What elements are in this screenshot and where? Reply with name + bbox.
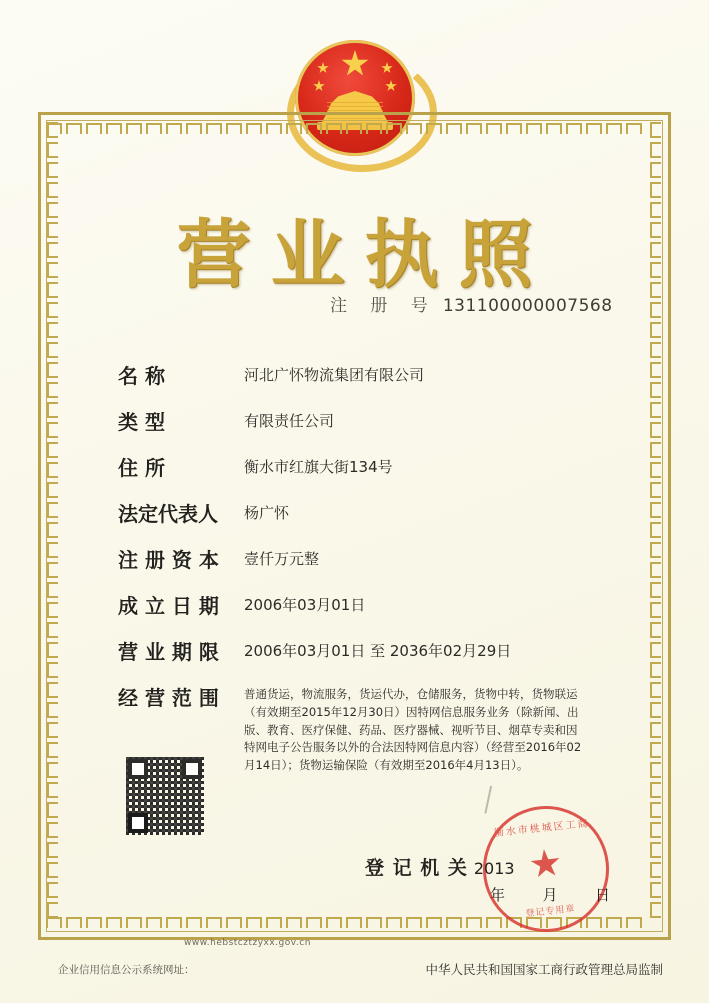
- footer-left-note: 企业信用信息公示系统网址：: [58, 964, 195, 976]
- field-row: [118, 636, 588, 665]
- issuing-authority-row: [365, 853, 515, 880]
- footer-url: www.hebstcztzyxx.gov.cn: [184, 938, 311, 948]
- field-label: 营 业 期 限: [118, 640, 219, 664]
- field-row: [118, 498, 588, 527]
- issuing-authority-label: 登 记 机 关: [365, 857, 468, 879]
- field-row: [118, 406, 588, 435]
- field-value: 衡水市红旗大街134号: [244, 458, 393, 476]
- field-value: 2006年03月01日 至 2036年02月29日: [244, 642, 512, 660]
- issuing-year: 2013: [473, 859, 515, 878]
- field-value: 2006年03月01日: [244, 596, 366, 614]
- qr-code-marker: [128, 813, 148, 833]
- page-title: 营业执照: [176, 212, 553, 298]
- registration-number-value: 131100000007568: [442, 296, 613, 316]
- field-row: [118, 360, 588, 389]
- field-label: 名 称: [118, 364, 165, 388]
- seal-star-icon: [529, 848, 562, 881]
- field-value: 普通货运，物流服务，货运代办，仓储服务，货物中转，货物联运（有效期至2015年12月30日）因特网信息服务业务（除新闻、出版、教育、医疗保健、药品、医疗器械、视听节目、烟草专卖和因特网电子公告服务以外的合法因特网信息内容）（经营至2016年02月14日）；货物运输保险（有效期至2016年4月13日）。: [244, 687, 582, 773]
- field-label: 经 营 范 围: [118, 686, 219, 710]
- seal-top-text: 衡水市桃城区工商: [493, 818, 591, 840]
- border-ornament-top: [46, 122, 663, 136]
- field-value: 河北广怀物流集团有限公司: [244, 366, 425, 384]
- field-label: 成 立 日 期: [118, 594, 219, 618]
- field-value: 有限责任公司: [244, 412, 335, 430]
- registration-number-row: [330, 291, 630, 316]
- field-label: 类 型: [118, 410, 165, 434]
- field-row: [118, 590, 588, 619]
- license-fields: [118, 360, 588, 789]
- date-unit: 年: [490, 886, 506, 904]
- registration-number-label: 注 册 号: [330, 296, 437, 316]
- date-unit: 日: [594, 886, 610, 904]
- field-row: [118, 452, 588, 481]
- footer-right-note: 中华人民共和国国家工商行政管理总局监制: [425, 962, 663, 977]
- field-label: 住 所: [118, 456, 165, 480]
- field-row: [118, 544, 588, 573]
- issue-date-units: [490, 884, 610, 905]
- field-label: 注 册 资 本: [118, 548, 219, 572]
- field-value: 杨广怀: [244, 504, 290, 522]
- date-unit: 月: [542, 886, 558, 904]
- field-value: 壹仟万元整: [244, 550, 320, 568]
- field-label: 法定代表人: [118, 502, 218, 526]
- seal-bottom-text: 登记专用章: [525, 904, 576, 920]
